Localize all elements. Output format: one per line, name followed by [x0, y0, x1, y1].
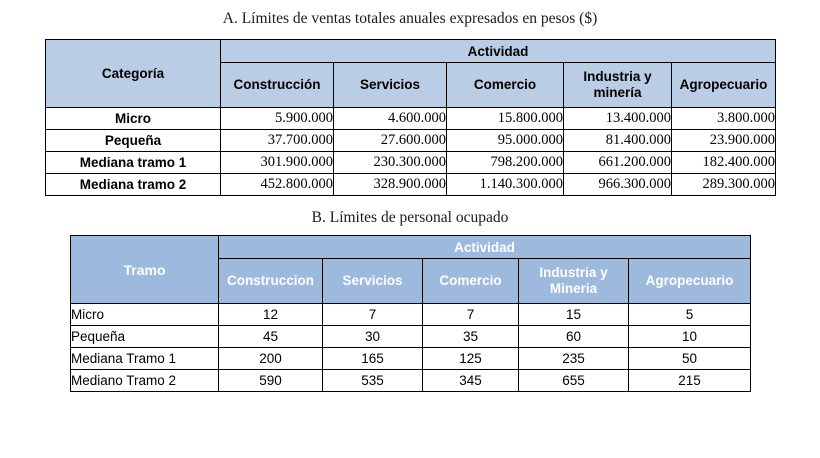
table-b-cell: 535	[323, 370, 423, 392]
table-a-cell: 27.600.000	[334, 130, 447, 152]
table-b-cell: 655	[519, 370, 629, 392]
table-a	[45, 39, 776, 196]
table-b-row-label: Mediana Tramo 1	[71, 348, 219, 370]
table-b-cell: 60	[519, 326, 629, 348]
table-b-cell: 125	[423, 348, 519, 370]
table-row	[71, 304, 751, 326]
table-row	[46, 130, 776, 152]
document-page	[0, 10, 820, 458]
table-a-row-label: Micro	[46, 108, 221, 130]
table-b-cell: 50	[629, 348, 751, 370]
table-row	[46, 108, 776, 130]
table-b-cell: 345	[423, 370, 519, 392]
table-b-row-label: Pequeña	[71, 326, 219, 348]
table-a-cell: 798.200.000	[447, 152, 564, 174]
table-b-col-header: Comercio	[423, 259, 519, 304]
table-a-cell: 5.900.000	[221, 108, 334, 130]
table-b-cell: 7	[423, 304, 519, 326]
table-b-col-header: Construccion	[219, 259, 323, 304]
table-a-col-header: Comercio	[447, 63, 564, 108]
table-b-col-header: Agropecuario	[629, 259, 751, 304]
table-b-cell: 215	[629, 370, 751, 392]
table-b-corner-header: Tramo	[71, 236, 219, 304]
table-a-cell: 328.900.000	[334, 174, 447, 196]
table-b	[70, 235, 751, 392]
table-a-cell: 4.600.000	[334, 108, 447, 130]
table-a-cell: 3.800.000	[672, 108, 776, 130]
table-a-cell: 230.300.000	[334, 152, 447, 174]
table-b-cell: 10	[629, 326, 751, 348]
table-b-row-label: Micro	[71, 304, 219, 326]
table-a-container	[45, 39, 775, 196]
table-row	[71, 348, 751, 370]
table-b-cell: 165	[323, 348, 423, 370]
table-a-header-group-row	[46, 40, 776, 63]
table-a-cell: 81.400.000	[564, 130, 672, 152]
table-a-corner-header: Categoría	[46, 40, 221, 108]
table-b-cell: 15	[519, 304, 629, 326]
table-b-col-header: Servicios	[323, 259, 423, 304]
table-a-cell: 452.800.000	[221, 174, 334, 196]
table-a-cell: 95.000.000	[447, 130, 564, 152]
table-a-row-label: Mediana tramo 2	[46, 174, 221, 196]
table-row	[46, 174, 776, 196]
table-b-cell: 45	[219, 326, 323, 348]
table-a-row-label: Pequeña	[46, 130, 221, 152]
table-a-cell: 13.400.000	[564, 108, 672, 130]
table-b-cell: 200	[219, 348, 323, 370]
table-row	[71, 326, 751, 348]
table-a-cell: 966.300.000	[564, 174, 672, 196]
table-a-col-header: Servicios	[334, 63, 447, 108]
table-a-col-header: Construcción	[221, 63, 334, 108]
table-b-cell: 12	[219, 304, 323, 326]
table-a-cell: 1.140.300.000	[447, 174, 564, 196]
table-a-cell: 289.300.000	[672, 174, 776, 196]
table-b-cell: 5	[629, 304, 751, 326]
table-b-container	[70, 235, 750, 392]
table-b-cell: 35	[423, 326, 519, 348]
table-b-caption: B. Límites de personal ocupado	[311, 209, 509, 226]
table-a-caption: A. Límites de ventas totales anuales expresados en pesos ($)	[222, 10, 598, 27]
table-a-cell: 182.400.000	[672, 152, 776, 174]
table-a-col-header: Agropecuario	[672, 63, 776, 108]
table-a-cell: 301.900.000	[221, 152, 334, 174]
table-a-row-label: Mediana tramo 1	[46, 152, 221, 174]
table-a-col-header: Industria y minería	[564, 63, 672, 108]
table-row	[71, 370, 751, 392]
table-b-row-label: Mediano Tramo 2	[71, 370, 219, 392]
table-a-cell: 15.800.000	[447, 108, 564, 130]
table-b-group-header: Actividad	[219, 236, 751, 259]
table-row	[46, 152, 776, 174]
table-b-cell: 30	[323, 326, 423, 348]
table-b-cell: 7	[323, 304, 423, 326]
table-b-cell: 235	[519, 348, 629, 370]
table-b-col-header: Industria y Mineria	[519, 259, 629, 304]
table-b-header-group-row	[71, 236, 751, 259]
table-a-cell: 661.200.000	[564, 152, 672, 174]
table-b-cell: 590	[219, 370, 323, 392]
table-a-group-header: Actividad	[221, 40, 776, 63]
table-a-cell: 23.900.000	[672, 130, 776, 152]
table-a-cell: 37.700.000	[221, 130, 334, 152]
